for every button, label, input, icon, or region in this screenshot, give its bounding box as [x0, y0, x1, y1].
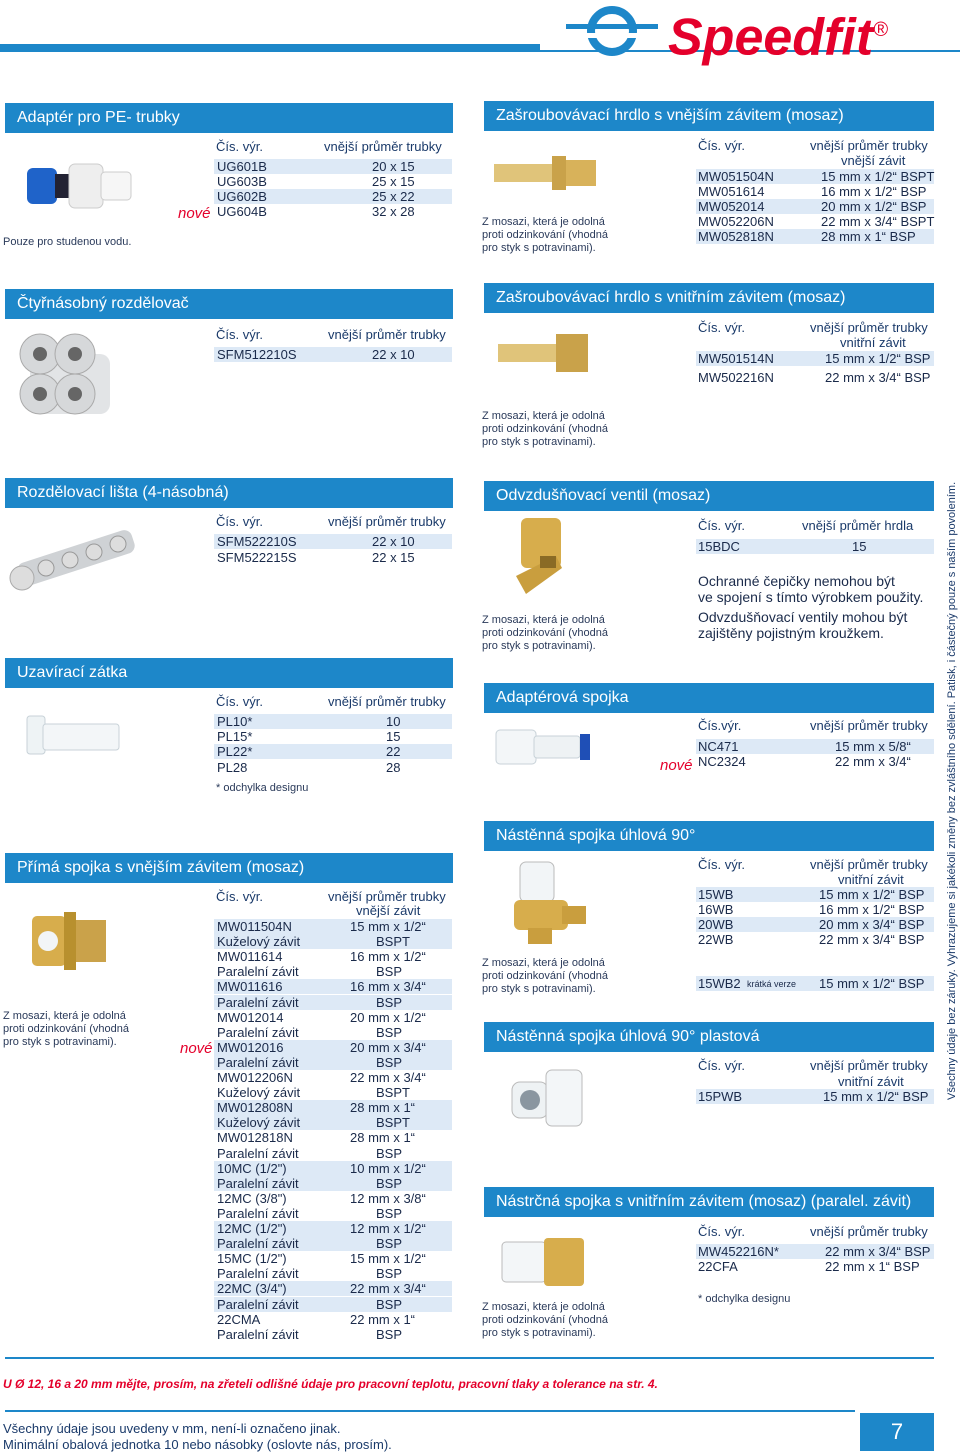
- product-image-female-stem: [496, 330, 596, 376]
- design-note: * odchylka designu: [698, 1293, 791, 1305]
- table-row: MW501514N 15 mm x 1/2“ BSP: [696, 351, 934, 366]
- top-rule-thick: [0, 44, 540, 52]
- product-image-wall-elbow: [500, 858, 590, 948]
- table-row: SFM512210S 22 x 10: [214, 347, 452, 362]
- hdr-thread: vnitřní závit: [838, 872, 904, 887]
- section-title-4way: Čtyřnásobný rozdělovač: [5, 289, 453, 319]
- hdr-outer: vnější průměr trubky: [810, 718, 928, 733]
- hdr-thread: vnější závit: [841, 153, 906, 168]
- section-title-male-coupler: Přímá spojka s vnějším závitem (mosaz): [5, 853, 453, 883]
- table-row: PL22* 22: [214, 744, 452, 759]
- table-row: MW012206N 22 mm x 3/4“: [217, 1070, 426, 1085]
- product-image-male-coupler: [30, 906, 110, 976]
- table-row: MW012808N 28 mm x 1“: [214, 1100, 452, 1115]
- table-row: NC2324 22 mm x 3/4“: [698, 754, 911, 769]
- hdr-cis: Čís. výr.: [698, 518, 745, 533]
- hdr-cis: Čís. výr.: [698, 138, 745, 153]
- table-row: 12MC (1/2") 12 mm x 1/2“: [214, 1221, 452, 1236]
- page-number-text: 7: [890, 1419, 904, 1444]
- table-row: 12MC (3/8") 12 mm x 3/8“: [217, 1190, 426, 1206]
- table-row: MW012818N 28 mm x 1“: [217, 1130, 416, 1146]
- table-row: PL28 28: [217, 760, 401, 775]
- new-badge: nové: [180, 1040, 213, 1057]
- table-row: Paralelní závit BSP: [217, 1326, 403, 1342]
- brand-text: Speedfit: [668, 8, 874, 67]
- hdr-outer: vnější průměr trubky: [328, 694, 446, 709]
- product-image-female-coupler: [500, 1232, 590, 1292]
- design-note: * odchylka designu: [216, 782, 309, 794]
- caption-brass: Z mosazi, která je odolná proti odzinkování (vhodná pro styk s potravinami).: [482, 410, 608, 448]
- brand-reg: ®: [873, 19, 888, 41]
- table-row: MW011614 16 mm x 1/2“: [217, 949, 426, 965]
- section-title-wall-elbow: Nástěnná spojka úhlová 90°: [484, 821, 934, 851]
- hdr-thread: vnitřní závit: [838, 1074, 904, 1089]
- footer-rule: [5, 1410, 855, 1412]
- side-disclaimer: Všechny údaje bez záruky. Vyhrazujeme si jakékoli změny bez zvláštního sdělení. Patisk, i částečný pouze s naším povolením.: [946, 481, 958, 1100]
- table-row: Kuželový závit BSPT: [214, 1115, 452, 1130]
- table-row: Paralelní závit BSP: [217, 1145, 403, 1161]
- section-title-female-stem: Zašroubovávací hrdlo s vnitřním závitem (mosaz): [484, 283, 934, 313]
- hdr-thread: vnitřní závit: [840, 335, 906, 350]
- product-image-end-stop: [25, 710, 125, 760]
- hdr-outer: vnější průměr trubky: [810, 1224, 928, 1239]
- table-row: PL10* 10: [214, 714, 452, 729]
- product-image-4way: [10, 324, 120, 434]
- table-row: MW011616 16 mm x 3/4“: [214, 979, 452, 994]
- note-caps: Ochranné čepičky nemohou být ve spojení s tímto výrobkem použity.: [698, 573, 924, 605]
- note-vents: Odvzdušňovací ventily mohou být zajištěny pojistným kroužkem.: [698, 609, 908, 641]
- table-row: Paralelní závit BSP: [214, 1055, 452, 1070]
- table-row: Paralelní závit BSP: [217, 1205, 403, 1221]
- table-row: UG603B 25 x 15: [217, 174, 415, 189]
- hdr-outer: vnější průměr trubky: [810, 138, 928, 153]
- table-row: SFM522215S 22 x 15: [217, 550, 415, 565]
- hdr-outer: vnější průměr trubky: [810, 1058, 928, 1073]
- section-title-adapter-pe: Adaptér pro PE- trubky: [5, 103, 453, 133]
- table-row: UG602B 25 x 22: [214, 189, 452, 204]
- hdr-cis: Čís.výr.: [698, 718, 742, 733]
- brand-name: [668, 0, 888, 67]
- table-row: MW452216N* 22 mm x 3/4“ BSP: [696, 1244, 934, 1259]
- hdr-outer: vnější průměr trubky: [324, 139, 442, 154]
- section-title-adaptor: Adaptérová spojka: [484, 683, 934, 713]
- jg-logo: [566, 6, 658, 56]
- table-row: 10MC (1/2") 10 mm x 1/2“: [214, 1161, 452, 1176]
- table-row: MW052818N 28 mm x 1“ BSP: [696, 229, 934, 244]
- table-row: UG604B 32 x 28: [217, 204, 415, 219]
- hdr-outer: vnější průměr trubky: [810, 857, 928, 872]
- table-row: MW051614 16 mm x 1/2“ BSP: [698, 184, 927, 199]
- hdr-cis: Čís. výr.: [216, 514, 263, 529]
- footer-line-2: Minimální obalová jednotka 10 nebo násobky (oslovte nás, prosím).: [3, 1437, 392, 1452]
- caption-brass: Z mosazi, která je odolná proti odzinkování (vhodná pro styk s potravinami).: [482, 957, 608, 995]
- table-row: 20WB 20 mm x 3/4“ BSP: [696, 917, 934, 932]
- hdr-cis: Čís. výr.: [698, 857, 745, 872]
- table-row: MW051504N 15 mm x 1/2“ BSPT: [698, 169, 935, 184]
- table-row: Paralelní závit BSP: [217, 1266, 403, 1282]
- table-row: Paralelní závit BSP: [214, 1176, 452, 1191]
- caption-brass: Z mosazi, která je odolná proti odzinkování (vhodná pro styk s potravinami).: [482, 1301, 608, 1339]
- section-title-end-stop: Uzavírací zátka: [5, 658, 453, 688]
- product-image-adaptor: [494, 722, 594, 772]
- hdr-cis: Čís. výr.: [216, 327, 263, 342]
- table-row: 22CMA 22 mm x 1“: [217, 1311, 416, 1327]
- hdr-cis: Čís. výr.: [216, 139, 263, 154]
- hdr-outer: vnější průměr trubky: [328, 327, 446, 342]
- table-row: 15MC (1/2") 15 mm x 1/2“: [217, 1251, 426, 1267]
- product-image-adapter-pe: [25, 150, 135, 220]
- table-row: MW012016 20 mm x 3/4“: [214, 1040, 452, 1055]
- section-title-female-coupler: Nástrčná spojka s vnitřním závitem (mosaz) (paralel. závit): [484, 1187, 934, 1217]
- hdr-cis: Čís. výr.: [698, 1224, 745, 1239]
- hdr-thread: vnější závit: [356, 903, 421, 918]
- section-title-manifold: Rozdělovací lišta (4-násobná): [5, 478, 453, 508]
- table-row: 22CFA 22 mm x 1“ BSP: [698, 1259, 920, 1274]
- new-badge: nové: [660, 757, 693, 774]
- table-row: MW011504N 15 mm x 1/2“: [214, 919, 452, 934]
- product-image-male-stem: [492, 148, 612, 198]
- hdr-outer-hrdla: vnější průměr hrdla: [802, 518, 914, 533]
- section-title-plastic-elbow: Nástěnná spojka úhlová 90° plastová: [484, 1022, 934, 1052]
- table-row: MW502216N 22 mm x 3/4“ BSP: [698, 370, 931, 385]
- table-row: Kuželový závit BSPT: [214, 934, 452, 949]
- table-row: 22MC (3/4") 22 mm x 3/4“: [214, 1281, 452, 1296]
- caption-brass: Z mosazi, která je odolná proti odzinkování (vhodná pro styk s potravinami).: [482, 216, 608, 254]
- table-row: NC471 15 mm x 5/8“: [696, 739, 934, 754]
- table-row: Kuželový závit BSPT: [217, 1085, 410, 1101]
- table-row: 15WB 15 mm x 1/2“ BSP: [696, 887, 934, 902]
- product-image-plastic-elbow: [510, 1060, 590, 1140]
- footnote: U Ø 12, 16 a 20 mm mějte, prosím, na zřeteli odlišné údaje pro pracovní teplotu, pracovní tlaky a tolerance na str. 4.: [3, 1377, 658, 1391]
- table-row: Paralelní závit BSP: [217, 1024, 403, 1040]
- bottom-rule: [5, 1357, 934, 1359]
- table-row: MW012014 20 mm x 1/2“: [217, 1009, 426, 1025]
- caption-brass: Z mosazi, která je odolná proti odzinkování (vhodná pro styk s potravinami).: [3, 1010, 129, 1048]
- table-row: MW052206N 22 mm x 3/4“ BSPT: [698, 214, 935, 229]
- table-row: 22WB 22 mm x 3/4“ BSP: [698, 932, 925, 947]
- hdr-cis: Čís. výr.: [216, 694, 263, 709]
- table-row: Paralelní závit BSP: [214, 1236, 452, 1251]
- section-title-male-stem: Zašroubovávací hrdlo s vnějším závitem (mosaz): [484, 101, 934, 131]
- product-image-air-vent: [496, 516, 586, 606]
- hdr-outer: vnější průměr trubky: [328, 889, 446, 904]
- note-cold-water: Pouze pro studenou vodu.: [3, 236, 132, 248]
- hdr-cis: Čís. výr.: [698, 1058, 745, 1073]
- table-row: MW052014 20 mm x 1/2“ BSP: [696, 199, 934, 214]
- hdr-outer: vnější průměr trubky: [810, 320, 928, 335]
- section-title-air-vent: Odvzdušňovací ventil (mosaz): [484, 481, 934, 511]
- hdr-outer: vnější průměr trubky: [328, 514, 446, 529]
- caption-brass: Z mosazi, která je odolná proti odzinkování (vhodná pro styk s potravinami).: [482, 614, 608, 652]
- table-row: Paralelní závit BSP: [217, 964, 403, 980]
- footer-line-1: Všechny údaje jsou uvedeny v mm, není-li označeno jinak.: [3, 1421, 341, 1436]
- table-row: PL15* 15: [217, 729, 401, 744]
- hdr-cis: Čís. výr.: [698, 320, 745, 335]
- table-row: 15WB2 krátká verze 15 mm x 1/2“ BSP: [696, 976, 934, 991]
- table-row: 15BDC 15: [696, 539, 934, 554]
- table-row: 16WB 16 mm x 1/2“ BSP: [698, 902, 925, 917]
- new-badge: nové: [178, 205, 211, 222]
- product-image-manifold: [6, 516, 146, 596]
- page-number: [860, 1413, 934, 1451]
- hdr-cis: Čís. výr.: [216, 889, 263, 904]
- table-row: Paralelní závit BSP: [214, 1297, 452, 1312]
- table-row: SFM522210S 22 x 10: [214, 534, 452, 549]
- table-row: 15PWB 15 mm x 1/2“ BSP: [696, 1089, 934, 1104]
- table-row: UG601B 20 x 15: [214, 159, 452, 174]
- table-row: Paralelní závit BSP: [214, 995, 452, 1010]
